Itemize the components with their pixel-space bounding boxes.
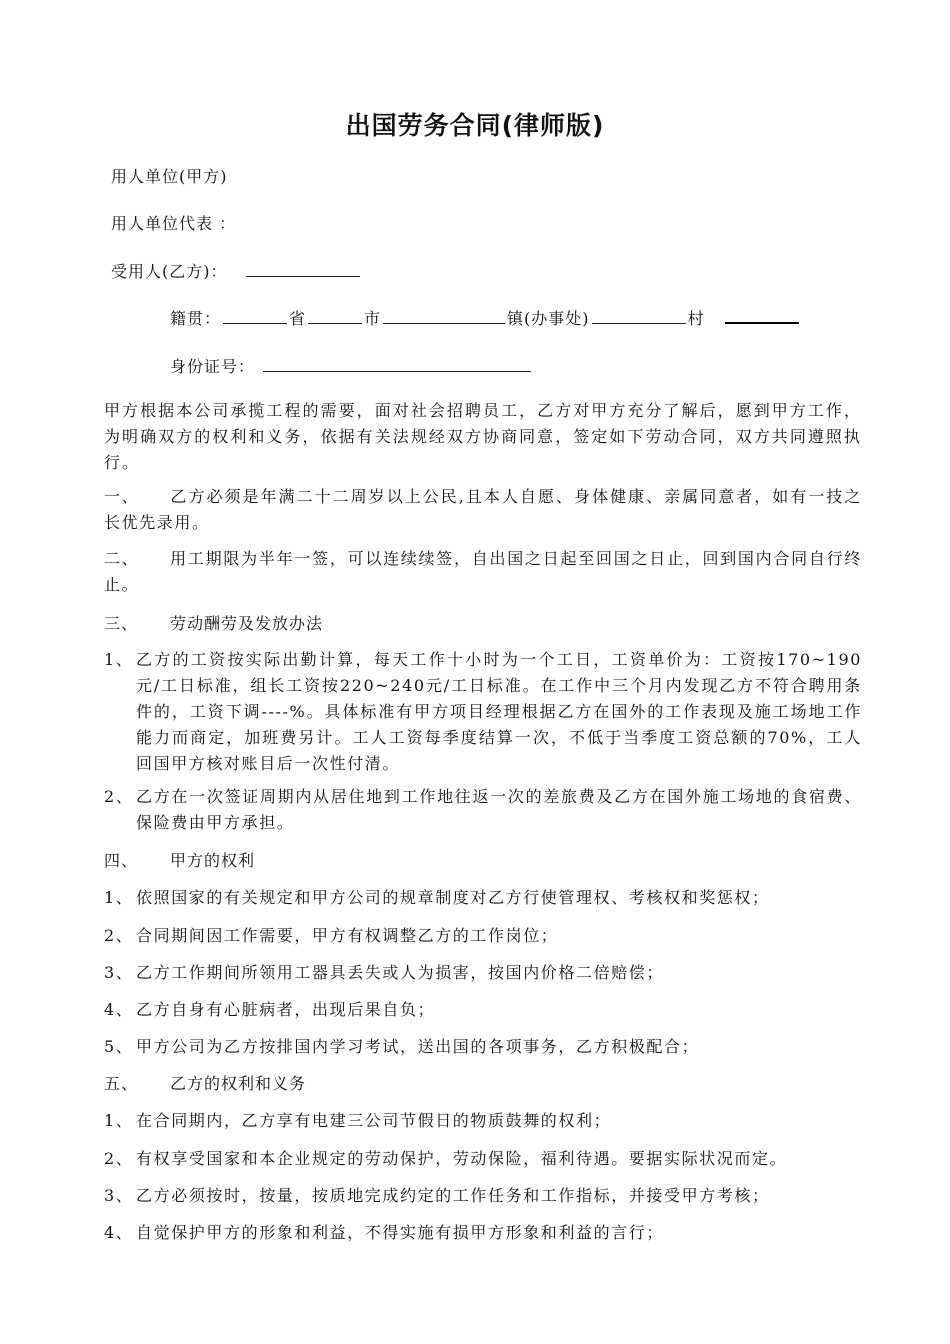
employer-right-item: [104, 885, 770, 908]
item-text: 合同期间因工作需要，甲方有权调整乙方的工作岗位；: [136, 926, 559, 945]
employer-right-item: [104, 960, 664, 983]
section-title: 乙方的权利和义务: [170, 1074, 307, 1093]
id-line: [170, 354, 533, 377]
pay-item: [104, 647, 862, 777]
section-title: 劳动酬劳及发放办法: [170, 614, 324, 633]
representative-label: 用人单位代表 ：: [111, 214, 237, 233]
item-number: 1、: [104, 1111, 134, 1130]
village-field[interactable]: [592, 308, 686, 324]
section-one: [104, 484, 862, 536]
city-field[interactable]: [308, 308, 362, 324]
item-number: 5、: [104, 1037, 134, 1056]
item-number: 4、: [104, 1223, 134, 1242]
item-number: 2、: [104, 926, 134, 945]
employer-right-item: [104, 1034, 699, 1057]
town-field[interactable]: [383, 308, 505, 324]
employee-right-item: [104, 1146, 787, 1169]
item-number: 3、: [104, 1186, 134, 1205]
employee-line: [111, 259, 362, 282]
origin-label: 籍贯：: [170, 309, 222, 328]
section-number: 五、: [104, 1074, 139, 1093]
village-label: 村: [687, 309, 705, 328]
pay-item: [104, 784, 862, 836]
town-label: 镇(办事处): [507, 309, 590, 328]
employee-right-item: [104, 1220, 664, 1243]
employee-right-item: [104, 1108, 611, 1131]
item-number: 2、: [104, 787, 134, 806]
item-text: 在合同期内，乙方享有电建三公司节假日的物质鼓舞的权利；: [136, 1111, 612, 1130]
origin-line: [170, 306, 801, 329]
section-five-heading: [104, 1071, 306, 1094]
section-two: [104, 546, 862, 598]
id-label: 身份证号：: [170, 357, 256, 376]
city-label: 市: [364, 309, 382, 328]
item-text: 乙方的工资按实际出勤计算，每天工作十小时为一个工日，工资单价为：工资按170~190元/工日标准，组长工资按220~240元/工日标准。在工作中三个月内发现乙方不符合聘用条件的，工资下调----%。具体标准有甲方项目经理根据乙方在国外的工作表现及施工场地工作能力而商定，加班费另计。工人工资每季度结算一次，不低于当季度工资总额的70%，工人回国甲方核对账目后一次性付清。: [136, 650, 862, 773]
item-number: 1、: [104, 888, 134, 907]
item-number: 3、: [104, 963, 134, 982]
id-number-field[interactable]: [263, 356, 531, 372]
document-title: 出国劳务合同(律师版): [345, 111, 605, 140]
employee-name-field[interactable]: [246, 261, 360, 277]
employer-right-item: [104, 923, 558, 946]
section-text: 用工期限为半年一签，可以连续续签，自出国之日起至回国之日止，回到国内合同自行终止。: [104, 549, 862, 594]
intro-paragraph: 甲方根据本公司承揽工程的需要，面对社会招聘员工，乙方对甲方充分了解后，愿到甲方工作，为明确双方的权利和义务，依据有关法规经双方协商同意，签定如下劳动合同，双方共同遵照执行。: [104, 401, 862, 472]
item-text: 依照国家的有关规定和甲方公司的规章制度对乙方行使管理权、考核权和奖惩权；: [136, 888, 770, 907]
section-title: 甲方的权利: [170, 851, 256, 870]
item-number: 2、: [104, 1149, 134, 1168]
item-number: 1、: [104, 650, 134, 669]
section-text: 乙方必须是年满二十二周岁以上公民,且本人自愿、身体健康、亲属同意者，如有一技之长优先录用。: [104, 487, 862, 532]
section-number: 四、: [104, 851, 139, 870]
province-field[interactable]: [223, 308, 287, 324]
item-number: 4、: [104, 1000, 134, 1019]
village-extra-field[interactable]: [725, 307, 799, 324]
item-text: 乙方在一次签证周期内从居住地到工作地往返一次的差旅费及乙方在国外施工场地的食宿费、保险费由甲方承担。: [136, 787, 862, 832]
section-four-heading: [104, 848, 255, 871]
province-label: 省: [289, 309, 307, 328]
item-text: 甲方公司为乙方按排国内学习考试，送出国的各项事务，乙方积极配合；: [136, 1037, 700, 1056]
item-text: 有权享受国家和本企业规定的劳动保护，劳动保险，福利待遇。要据实际状况而定。: [136, 1149, 788, 1168]
item-text: 自觉保护甲方的形象和利益，不得实施有损甲方形象和利益的言行；: [136, 1223, 665, 1242]
employer-label: 用人单位(甲方): [111, 167, 228, 186]
section-number: 二、: [104, 549, 140, 568]
section-number: 一、: [104, 487, 140, 506]
item-text: 乙方必须按时，按量，按质地完成约定的工作任务和工作指标，并接受甲方考核；: [136, 1186, 770, 1205]
employee-right-item: [104, 1183, 770, 1206]
item-text: 乙方工作期间所领用工器具丢失或人为损害，按国内价格二倍赔偿；: [136, 963, 665, 982]
section-three-heading: [104, 611, 323, 634]
employee-label: 受用人(乙方)：: [111, 262, 228, 281]
employer-right-item: [104, 997, 435, 1020]
section-number: 三、: [104, 614, 139, 633]
item-text: 乙方自身有心脏病者，出现后果自负；: [136, 1000, 436, 1019]
